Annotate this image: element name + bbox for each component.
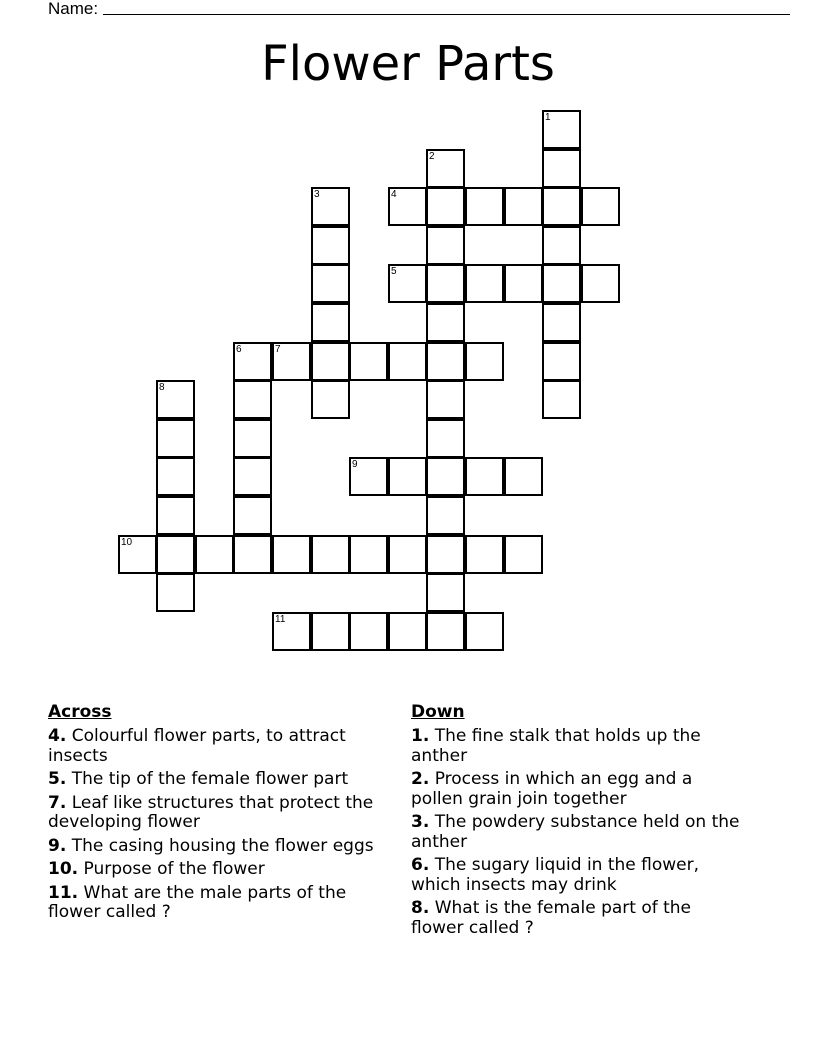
clue-number: 6 <box>236 344 242 355</box>
crossword-cell[interactable] <box>349 535 388 574</box>
clue-number: 11 <box>275 614 286 625</box>
clue-text: Purpose of the flower <box>78 859 265 879</box>
crossword-cell[interactable] <box>349 342 388 381</box>
crossword-cell[interactable] <box>465 342 504 381</box>
crossword-cell[interactable] <box>542 303 581 342</box>
name-field[interactable] <box>48 0 748 20</box>
crossword-cell[interactable] <box>233 496 272 535</box>
crossword-cell[interactable] <box>195 535 234 574</box>
crossword-cell[interactable] <box>465 612 504 651</box>
crossword-cell[interactable] <box>426 380 465 419</box>
across-clue <box>48 860 393 880</box>
clue-number: 4. <box>48 726 67 746</box>
crossword-cell[interactable] <box>272 342 311 381</box>
crossword-cell[interactable] <box>542 226 581 265</box>
crossword-cell[interactable] <box>426 457 465 496</box>
crossword-cell[interactable] <box>311 264 350 303</box>
clue-number: 7 <box>275 344 281 355</box>
crossword-cell[interactable] <box>542 264 581 303</box>
clue-number: 3. <box>411 812 430 832</box>
crossword-cell[interactable] <box>388 535 427 574</box>
clue-number: 8. <box>411 898 430 918</box>
clue-number: 1. <box>411 726 430 746</box>
crossword-cell[interactable] <box>426 419 465 458</box>
clue-text: The powdery substance held on the anther <box>411 812 740 852</box>
crossword-cell[interactable] <box>311 612 350 651</box>
crossword-cell[interactable] <box>311 535 350 574</box>
clue-number: 4 <box>391 189 397 200</box>
clue-number: 9 <box>352 459 358 470</box>
clue-text: What is the female part of the flower called ? <box>411 898 692 938</box>
clue-number: 8 <box>159 382 165 393</box>
clue-number: 7. <box>48 792 67 813</box>
crossword-cell[interactable] <box>542 380 581 419</box>
crossword-cell[interactable] <box>465 457 504 496</box>
down-clues <box>411 703 741 942</box>
clue-number: 10. <box>48 859 79 879</box>
crossword-cell[interactable] <box>542 110 581 149</box>
down-clue <box>411 727 741 766</box>
across-clue <box>48 837 393 857</box>
crossword-cell[interactable] <box>311 226 350 265</box>
down-clue-list <box>411 727 741 938</box>
crossword-cell[interactable] <box>504 535 543 574</box>
across-heading: Across <box>48 702 112 722</box>
crossword-cell[interactable] <box>504 187 543 226</box>
crossword-cell[interactable] <box>542 187 581 226</box>
crossword-cell[interactable] <box>156 535 195 574</box>
crossword-cell[interactable] <box>233 419 272 458</box>
crossword-cell[interactable] <box>542 149 581 188</box>
across-clue <box>48 794 393 833</box>
crossword-cell[interactable] <box>156 380 195 419</box>
crossword-cell[interactable] <box>426 149 465 188</box>
across-clue <box>48 884 393 923</box>
clue-text: Leaf like structures that protect the developing flower <box>48 792 374 832</box>
clue-number: 5 <box>391 266 397 277</box>
crossword-cell[interactable] <box>156 419 195 458</box>
crossword-cell[interactable] <box>233 457 272 496</box>
crossword-cell[interactable] <box>426 226 465 265</box>
crossword-cell[interactable] <box>581 187 620 226</box>
across-clues <box>48 703 393 927</box>
clue-number: 11. <box>48 882 79 903</box>
clue-text: Process in which an egg and a pollen grain join together <box>411 769 693 809</box>
crossword-cell[interactable] <box>388 264 427 303</box>
crossword-cell[interactable] <box>311 187 350 226</box>
crossword-cell[interactable] <box>118 535 157 574</box>
name-label: Name: <box>48 0 99 18</box>
crossword-cell[interactable] <box>426 612 465 651</box>
down-clue <box>411 813 741 852</box>
clue-number: 3 <box>314 189 320 200</box>
name-underline[interactable] <box>103 14 790 15</box>
crossword-cell[interactable] <box>311 342 350 381</box>
crossword-cell[interactable] <box>272 535 311 574</box>
clue-number: 10 <box>121 537 133 548</box>
crossword-cell[interactable] <box>272 612 311 651</box>
crossword-cell[interactable] <box>542 342 581 381</box>
crossword-cell[interactable] <box>426 303 465 342</box>
crossword-cell[interactable] <box>156 496 195 535</box>
down-heading: Down <box>411 702 465 722</box>
crossword-cell[interactable] <box>426 342 465 381</box>
crossword-cell[interactable] <box>426 496 465 535</box>
crossword-cell[interactable] <box>581 264 620 303</box>
clue-number: 2 <box>429 151 435 162</box>
clue-text: Colourful flower parts, to attract insects <box>48 726 346 766</box>
clue-number: 1 <box>545 112 551 123</box>
crossword-cell[interactable] <box>426 573 465 612</box>
down-clue <box>411 856 741 895</box>
crossword-cell[interactable] <box>156 573 195 612</box>
crossword-cell[interactable] <box>233 535 272 574</box>
crossword-cell[interactable] <box>504 264 543 303</box>
clue-text: The tip of the female flower part <box>66 769 349 789</box>
clue-number: 6. <box>411 855 430 875</box>
crossword-cell[interactable] <box>349 612 388 651</box>
crossword-cell[interactable] <box>156 457 195 496</box>
across-clue <box>48 770 393 790</box>
crossword-cell[interactable] <box>349 457 388 496</box>
down-clue <box>411 770 741 809</box>
clue-number: 5. <box>48 769 67 789</box>
crossword-cell[interactable] <box>311 380 350 419</box>
clue-number: 9. <box>48 835 67 856</box>
crossword-cell[interactable] <box>388 342 427 381</box>
clue-text: The casing housing the flower eggs <box>66 835 374 856</box>
crossword-cell[interactable] <box>388 612 427 651</box>
crossword-cell[interactable] <box>426 187 465 226</box>
clue-number: 2. <box>411 769 430 789</box>
page-title: Flower Parts <box>261 36 555 92</box>
clue-text: The fine stalk that holds up the anther <box>411 726 701 766</box>
crossword-cell[interactable] <box>426 264 465 303</box>
crossword-cell[interactable] <box>504 457 543 496</box>
crossword-cell[interactable] <box>388 457 427 496</box>
down-clue <box>411 899 741 938</box>
crossword-cell[interactable] <box>465 187 504 226</box>
crossword-cell[interactable] <box>465 264 504 303</box>
crossword-cell[interactable] <box>311 303 350 342</box>
across-clue-list <box>48 727 393 923</box>
crossword-cell[interactable] <box>388 187 427 226</box>
across-clue <box>48 727 393 766</box>
crossword-cell[interactable] <box>426 535 465 574</box>
crossword-cell[interactable] <box>233 380 272 419</box>
crossword-cell[interactable] <box>465 535 504 574</box>
clue-text: What are the male parts of the flower called ? <box>48 882 347 922</box>
clue-text: The sugary liquid in the flower, which insects may drink <box>411 855 700 895</box>
crossword-cell[interactable] <box>233 342 272 381</box>
